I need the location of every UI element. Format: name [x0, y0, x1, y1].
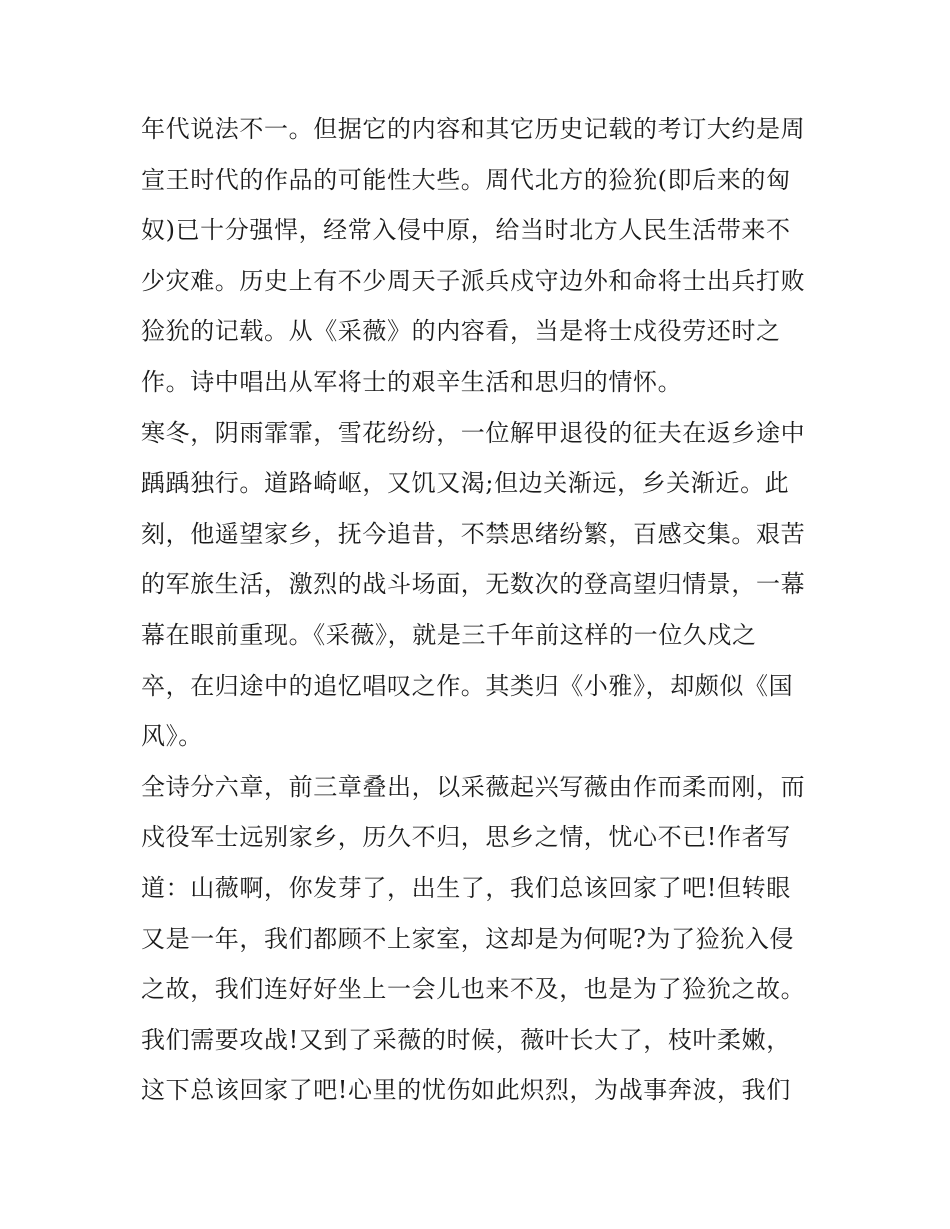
text-line: 这下总该回家了吧!心里的忧伤如此炽烈，为战事奔波，我们: [141, 1076, 791, 1105]
paragraph-scene-description: [141, 408, 811, 762]
text-line: 作。诗中唱出从军将士的艰辛生活和思归的情怀。: [141, 367, 683, 396]
text-line: 踽踽独行。道路崎岖，又饥又渴;但边关渐远，乡关渐近。此: [141, 469, 790, 498]
text-line: 我们需要攻战!又到了采薇的时候，薇叶长大了，枝叶柔嫩，: [141, 1025, 791, 1054]
text-line: 少灾难。历史上有不少周天子派兵戍守边外和命将士出兵打败: [141, 266, 806, 295]
text-line: 宣王时代的作品的可能性大些。周代北方的猃狁(即后来的匈: [141, 165, 791, 194]
text-line: 道：山薇啊，你发芽了，出生了，我们总该回家了吧!但转眼: [141, 873, 791, 902]
text-line: 刻，他遥望家乡，抚今追昔，不禁思绪纷繁，百感交集。艰苦: [141, 519, 806, 548]
text-line: 又是一年，我们都顾不上家室，这却是为何呢?为了猃狁入侵: [141, 924, 795, 953]
paragraph-poem-analysis: [141, 762, 811, 1116]
text-line: 卒，在归途中的追忆唱叹之作。其类归《小雅》，却颇似《国: [141, 671, 794, 700]
text-line: 奴)已十分强悍，经常入侵中原，给当时北方人民生活带来不: [141, 216, 791, 245]
text-line: 之故，我们连好好坐上一会儿也来不及，也是为了猃狁之故。: [141, 975, 806, 1004]
text-line: 的军旅生活，激烈的战斗场面，无数次的登高望归情景，一幕: [141, 570, 806, 599]
text-line: 幕在眼前重现。《采薇》，就是三千年前这样的一位久戍之: [141, 620, 757, 649]
text-line: 寒冬，阴雨霏霏，雪花纷纷，一位解甲退役的征夫在返乡途中: [141, 418, 806, 447]
text-line: 戍役军士远别家乡，历久不归，思乡之情，忧心不已!作者写: [141, 823, 791, 852]
text-line: 全诗分六章，前三章叠出，以采薇起兴写薇由作而柔而刚，而: [141, 772, 806, 801]
text-line: 猃狁的记载。从《采薇》的内容看，当是将士戍役劳还时之: [141, 317, 781, 346]
text-line: 风》。: [141, 722, 203, 751]
text-line: 年代说法不一。但据它的内容和其它历史记载的考订大约是周: [141, 115, 806, 143]
paragraph-historical-background: [141, 104, 811, 408]
